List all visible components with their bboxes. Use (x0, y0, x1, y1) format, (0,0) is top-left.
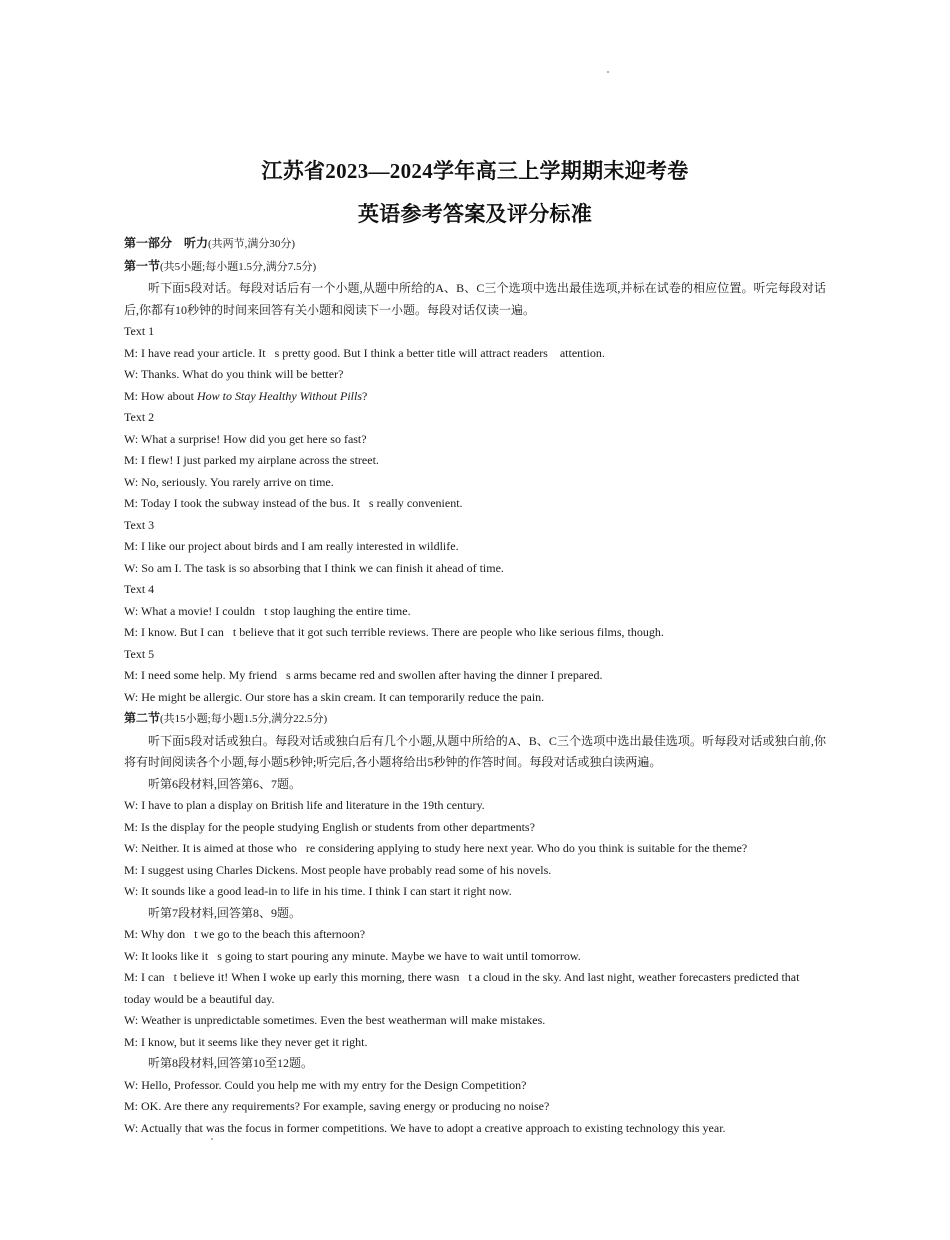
dialogue-line: M: I suggest using Charles Dickens. Most people have probably read some of his novels. (124, 862, 552, 877)
document-title: 江苏省2023—2024学年高三上学期期末迎考卷 (261, 159, 689, 183)
text1-label: Text 1 (124, 324, 155, 338)
part1-heading-text: 第一部分 听力 (124, 236, 209, 250)
text3-label: Text 3 (124, 517, 155, 532)
dialogue-line (124, 386, 826, 408)
text5-label: Text 5 (124, 646, 155, 661)
section1-heading-text: 第一节 (124, 258, 161, 273)
part1-heading (124, 233, 826, 256)
dialogue-line: W: What a movie! I couldn t stop laughing the entire time. (124, 603, 411, 618)
dialogue-line: W: I have to plan a display on British life and literature in the 19th century. (124, 798, 485, 812)
dialogue-line: W: It sounds like a good lead-in to life in his time. I think I can start it right now. (124, 884, 512, 898)
material6-intro: 听第6段材料,回答第6、7题。 (148, 776, 302, 791)
section1-heading-note: (共5小题;每小题1.5分,满分7.5分) (160, 260, 317, 273)
dialogue-line: M: I know, but it seems like they never get it right. (124, 1034, 368, 1049)
dialogue-line: W: Weather is unpredictable sometimes. Even the best weatherman will make mistakes. (124, 1013, 546, 1027)
dialogue-line: W: Thanks. What do you think will be better? (124, 367, 344, 381)
dialogue-line-suffix: ? (362, 388, 368, 403)
section2-heading-text: 第二节 (124, 711, 161, 725)
dialogue-line: M: I need some help. My friend s arms became red and swollen after having the dinner I prepared. (124, 668, 603, 682)
article-title: How to Stay Healthy Without Pills (197, 388, 362, 403)
dialogue-line: M: OK. Are there any requirements? For example, saving energy or producing no noise? (124, 1099, 550, 1113)
dialogue-line: M: Why don t we go to the beach this afternoon? (124, 927, 366, 941)
dialogue-line: M: I flew! I just parked my airplane across the street. (124, 453, 379, 467)
dialogue-line: M: I have read your article. It s pretty good. But I think a better title will attract readers attention. (124, 345, 605, 360)
document-body (124, 233, 826, 1139)
material7-intro: 听第7段材料,回答第8、9题。 (148, 905, 302, 920)
section2-heading (124, 708, 826, 731)
part1-heading-note: (共两节,满分30分) (208, 238, 296, 250)
dialogue-line: W: Hello, Professor. Could you help me with my entry for the Design Competition? (124, 1077, 527, 1092)
section2-heading-note: (共15小题;每小题1.5分,满分22.5分) (160, 713, 328, 725)
dialogue-line: M: Today I took the subway instead of the bus. It s really convenient. (124, 496, 463, 510)
text4-label: Text 4 (124, 582, 155, 596)
dialogue-line: W: Neither. It is aimed at those who re considering applying to study here next year. Who do you think is suitable for the theme? (124, 841, 748, 855)
dialogue-line: W: So am I. The task is so absorbing that I think we can finish it ahead of time. (124, 560, 504, 575)
section1-heading (124, 256, 826, 279)
dialogue-line-prefix: M: How about (124, 388, 197, 403)
dialogue-line: W: It looks like it s going to start pouring any minute. Maybe we have to wait until tomorrow. (124, 948, 581, 963)
text2-label: Text 2 (124, 410, 155, 424)
dialogue-line: W: No, seriously. You rarely arrive on time. (124, 474, 334, 489)
section2-instructions: 听下面5段对话或独白。每段对话或独白后有几个小题,从题中所给的A、B、C三个选项中选出最佳选项。听每段对话或独白前,你将有时间阅读各个小题,每小题5秒钟;听完后,各小题将给出5秒钟的作答时间。每段对话或独白读两遍。 (124, 733, 826, 769)
material8-intro: 听第8段材料,回答第10至12题。 (148, 1056, 314, 1070)
section1-instructions: 听下面5段对话。每段对话后有一个小题,从题中所给的A、B、C三个选项中选出最佳选项,并标在试卷的相应位置。听完每段对话后,你都有10秒钟的时间来回答有关小题和阅读下一小题。每段对话仅读一遍。 (124, 281, 826, 317)
dialogue-line: W: What a surprise! How did you get here so fast? (124, 431, 367, 446)
document-subtitle: 英语参考答案及评分标准 (357, 202, 593, 226)
dialogue-line: M: I know. But I can t believe that it got such terrible reviews. There are people who like serious films, though. (124, 625, 664, 639)
dialogue-line: M: I can t believe it! When I woke up early this morning, there wasn t a cloud in the sky. And last night, weather forecasters predicted that today would be a beautiful day. (124, 970, 803, 1006)
page-mark-top (607, 71, 609, 73)
dialogue-line: M: I like our project about birds and I am really interested in wildlife. (124, 539, 459, 553)
dialogue-line: M: Is the display for the people studying English or students from other departments? (124, 819, 535, 834)
dialogue-line: W: He might be allergic. Our store has a skin cream. It can temporarily reduce the pain. (124, 689, 545, 704)
dialogue-line: W: Actually that was the focus in former competitions. We have to adopt a creative approach to existing technology this year. (124, 1120, 726, 1135)
page-mark-bottom (211, 1138, 213, 1140)
